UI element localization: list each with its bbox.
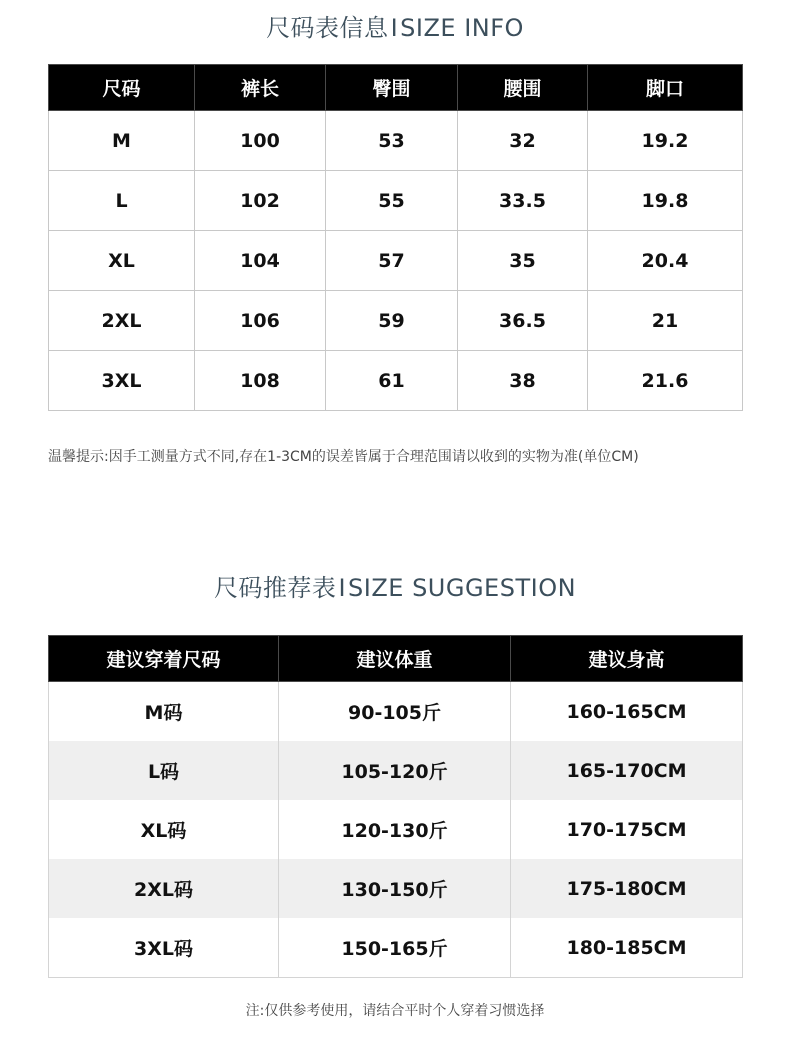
header-hip: 臀围 (326, 65, 458, 111)
table-row (49, 231, 743, 291)
table-row (49, 859, 743, 918)
cell-suggested-height: 160-165CM (511, 682, 743, 742)
size-suggestion-title-en: SIZE SUGGESTION (348, 574, 577, 602)
size-suggestion-title-cn: 尺码推荐表 (213, 574, 337, 602)
reference-note: 注:仅供参考使用，请结合平时个人穿着习惯选择 (245, 1003, 545, 1019)
cell-suggested-weight: 105-120斤 (279, 741, 511, 800)
table-row (49, 111, 743, 171)
cell-leg-opening: 19.8 (588, 171, 743, 231)
table-row (49, 682, 743, 742)
size-suggestion-header-row (49, 636, 743, 682)
cell-waist: 38 (458, 351, 588, 411)
size-suggestion-table (48, 635, 743, 978)
cell-leg-opening: 20.4 (588, 231, 743, 291)
cell-waist: 35 (458, 231, 588, 291)
cell-size: 3XL (49, 351, 195, 411)
cell-waist: 32 (458, 111, 588, 171)
table-row (49, 800, 743, 859)
measurement-note: 温馨提示:因手工测量方式不同,存在1-3CM的误差皆属于合理范围请以收到的实物为准(单位CM) (48, 449, 639, 465)
cell-pants-length: 104 (195, 231, 326, 291)
cell-hip: 57 (326, 231, 458, 291)
table-row (49, 171, 743, 231)
header-suggested-height: 建议身高 (511, 636, 743, 682)
header-suggested-size: 建议穿着尺码 (49, 636, 279, 682)
size-suggestion-title (0, 568, 790, 603)
cell-pants-length: 108 (195, 351, 326, 411)
cell-leg-opening: 19.2 (588, 111, 743, 171)
cell-suggested-size: M码 (49, 682, 279, 742)
cell-pants-length: 102 (195, 171, 326, 231)
cell-pants-length: 106 (195, 291, 326, 351)
size-info-title-en: SIZE INFO (400, 14, 524, 42)
size-info-table (48, 64, 743, 411)
table-row (49, 291, 743, 351)
cell-suggested-height: 180-185CM (511, 918, 743, 978)
title-separator: I (390, 14, 399, 42)
table-row (49, 351, 743, 411)
header-waist: 腰围 (458, 65, 588, 111)
cell-hip: 55 (326, 171, 458, 231)
cell-waist: 36.5 (458, 291, 588, 351)
cell-size: 2XL (49, 291, 195, 351)
cell-suggested-size: 3XL码 (49, 918, 279, 978)
cell-suggested-height: 165-170CM (511, 741, 743, 800)
cell-suggested-weight: 150-165斤 (279, 918, 511, 978)
cell-suggested-height: 175-180CM (511, 859, 743, 918)
cell-hip: 61 (326, 351, 458, 411)
table-row (49, 918, 743, 978)
cell-size: M (49, 111, 195, 171)
cell-size: L (49, 171, 195, 231)
table-row (49, 741, 743, 800)
size-info-header-row (49, 65, 743, 111)
header-leg-opening: 脚口 (588, 65, 743, 111)
size-info-title (0, 8, 790, 43)
cell-hip: 59 (326, 291, 458, 351)
cell-size: XL (49, 231, 195, 291)
header-suggested-weight: 建议体重 (279, 636, 511, 682)
cell-suggested-height: 170-175CM (511, 800, 743, 859)
cell-suggested-size: XL码 (49, 800, 279, 859)
size-info-title-cn: 尺码表信息 (266, 14, 389, 42)
cell-suggested-size: L码 (49, 741, 279, 800)
cell-hip: 53 (326, 111, 458, 171)
cell-suggested-size: 2XL码 (49, 859, 279, 918)
header-pants-length: 裤长 (195, 65, 326, 111)
cell-leg-opening: 21 (588, 291, 743, 351)
cell-suggested-weight: 130-150斤 (279, 859, 511, 918)
cell-waist: 33.5 (458, 171, 588, 231)
cell-pants-length: 100 (195, 111, 326, 171)
cell-leg-opening: 21.6 (588, 351, 743, 411)
title-separator: I (338, 574, 347, 602)
cell-suggested-weight: 120-130斤 (279, 800, 511, 859)
header-size: 尺码 (49, 65, 195, 111)
cell-suggested-weight: 90-105斤 (279, 682, 511, 742)
